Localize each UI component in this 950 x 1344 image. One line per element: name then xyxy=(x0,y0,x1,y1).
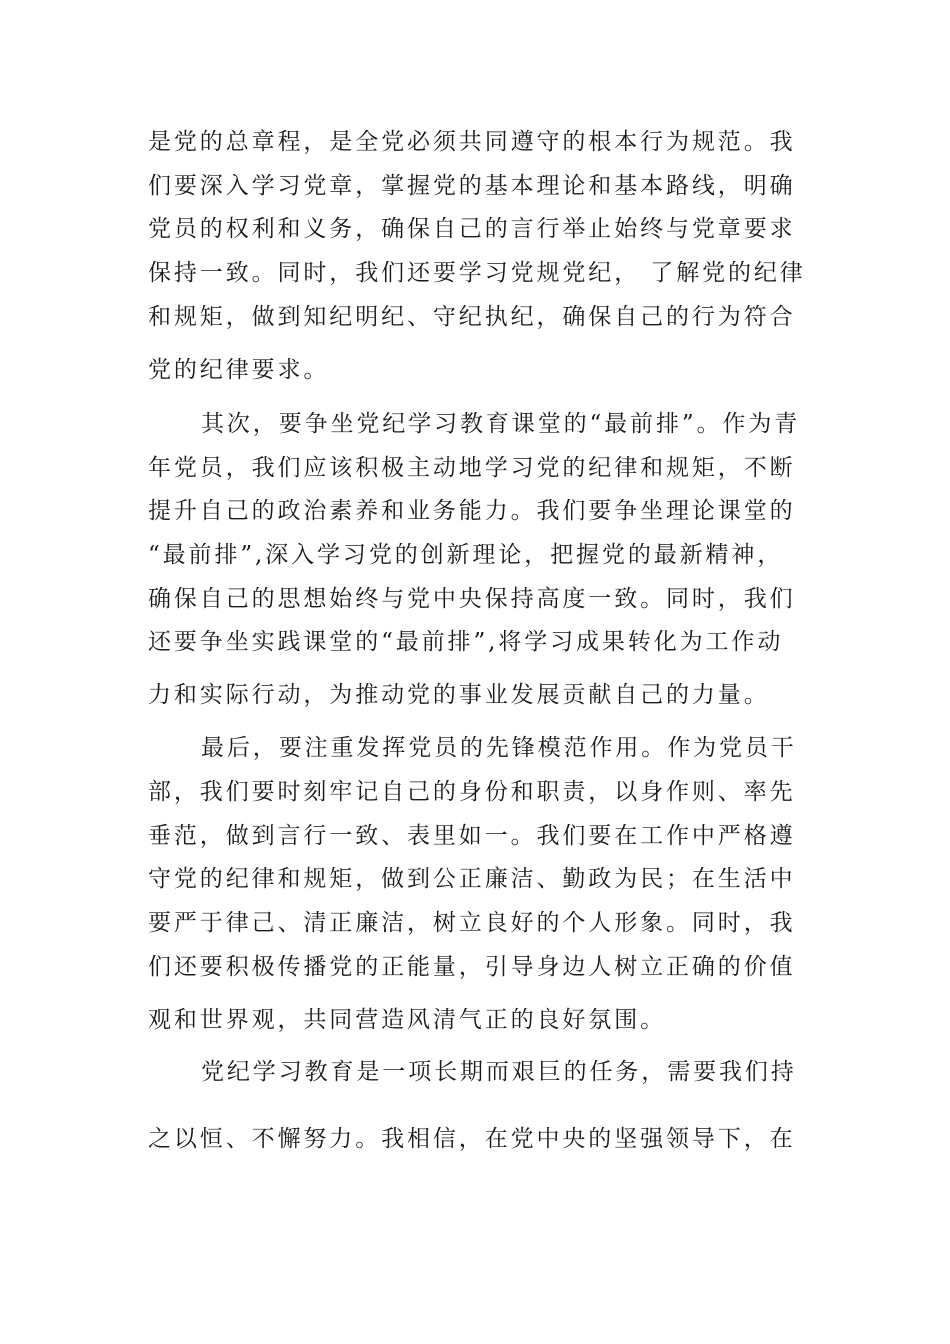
text-line: “最前排”,深入学习党的创新理论，把握党的最新精神， xyxy=(148,542,784,568)
paragraph-first-line: 其次，要争坐党纪学习教育课堂的“最前排”。作为青 xyxy=(201,411,801,437)
text-line: 们还要积极传播党的正能量，引导身边人树立正确的价值 xyxy=(148,954,796,980)
text-line: 部，我们要时刻牢记自己的身份和职责，以身作则、率先 xyxy=(148,779,796,805)
text-line: 还要争坐实践课堂的“最前排”,将学习成果转化为工作动 xyxy=(148,629,784,655)
text-line: 守党的纪律和规矩，做到公正廉洁、勤政为民；在生活中 xyxy=(148,866,796,892)
text-line: 观和世界观，共同营造风清气正的良好氛围。 xyxy=(148,1007,666,1033)
text-line: 垂范，做到言行一致、表里如一。我们要在工作中严格遵 xyxy=(148,823,796,849)
text-line: 年党员，我们应该积极主动地学习党的纪律和规矩，不断 xyxy=(148,455,796,481)
text-line: 保持一致。同时，我们还要学习党规党纪， 了解党的纪律 xyxy=(148,260,806,286)
text-line: 确保自己的思想始终与党中央保持高度一致。同时，我们 xyxy=(148,586,796,612)
text-line: 是党的总章程，是全党必须共同遵守的根本行为规范。我 xyxy=(148,129,796,155)
text-line: 提升自己的政治素养和业务能力。我们要争坐理论课堂的 xyxy=(148,498,796,524)
text-line: 党员的权利和义务，确保自己的言行举止始终与党章要求 xyxy=(148,216,796,242)
text-line: 之以恒、不懈努力。我相信，在党中央的坚强领导下，在 xyxy=(148,1126,796,1152)
paragraph-first-line: 党纪学习教育是一项长期而艰巨的任务，需要我们持 xyxy=(201,1059,797,1085)
text-line: 们要深入学习党章，掌握党的基本理论和基本路线，明确 xyxy=(148,173,796,199)
text-line: 党的纪律要求。 xyxy=(148,357,330,383)
text-line: 要严于律己、清正廉洁，树立良好的个人形象。同时，我 xyxy=(148,910,796,936)
paragraph-first-line: 最后，要注重发挥党员的先锋模范作用。作为党员干 xyxy=(201,735,797,761)
text-line: 和规矩，做到知纪明纪、守纪执纪，确保自己的行为符合 xyxy=(148,304,796,330)
text-line: 力和实际行动，为推动党的事业发展贡献自己的力量。 xyxy=(148,682,770,708)
